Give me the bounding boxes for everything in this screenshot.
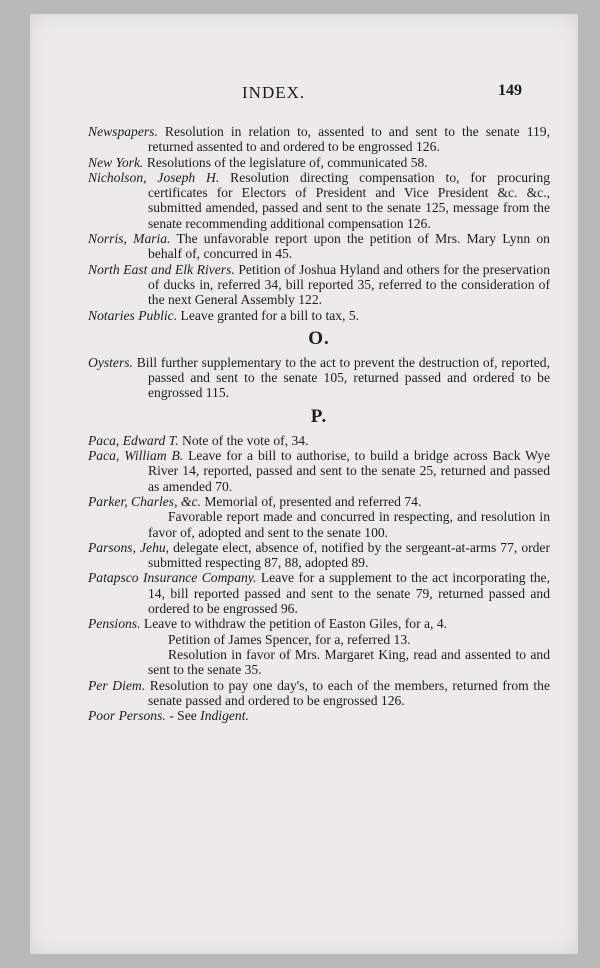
page-title: INDEX. — [242, 83, 306, 102]
section-letter-o: O. — [308, 327, 330, 349]
document-page — [30, 14, 578, 954]
page-number: 149 — [498, 82, 522, 99]
index-subentry: Resolution in favor of Mrs. Margaret King, read and assented to and sent to the senate 35. — [148, 646, 550, 678]
index-entry: Per Diem. Resolution to pay one day's, to each of the members, returned from the senate passed and ordered to be engrossed 126. — [88, 677, 550, 708]
index-entry: Pensions. Leave to withdraw the petition of Easton Giles, for a, 4. — [88, 616, 448, 632]
index-entry: Parsons, Jehu, delegate elect, absence of, notified by the sergeant-at-arms 77, order submitted respecting 87, 88, adopted 89. — [88, 539, 550, 571]
see-reference: Indigent. — [200, 708, 249, 724]
index-entry: North East and Elk Rivers. Petition of Joshua Hyland and others for the preservation of ducks in, referred 34, bill reported 35, referred to the consideration of the next General Assembly 122. — [88, 261, 550, 308]
index-entry: Poor Persons. - See Indigent. — [88, 708, 249, 724]
index-entry: Paca, William B. Leave for a bill to authorise, to build a bridge across Back Wye River 14, reported, passed and sent to the senate 25, returned and passed as amended 70. — [88, 448, 551, 494]
index-entry: Notaries Public. Leave granted for a bill to tax, 5. — [88, 307, 360, 323]
index-entry: Newspapers. Resolution in relation to, assented to and sent to the senate 119, returned assented to and ordered to be engrossed 126. — [88, 124, 550, 155]
index-subentry: Favorable report made and concurred in respecting, and resolution in favor of, adopted and sent to the senate 100. — [148, 509, 550, 540]
index-body — [88, 124, 550, 723]
index-entry: Norris, Maria. The unfavorable report upon the petition of Mrs. Mary Lynn on behalf of, concurred in 45. — [88, 231, 550, 262]
section-letter-p: P. — [310, 405, 328, 427]
index-entry: Parker, Charles, &c. Memorial of, presented and referred 74. — [88, 493, 422, 509]
index-entry: Patapsco Insurance Company. Leave for a supplement to the act incorporating the, 14, bill reported passed and sent to the senate 79, returned passed and ordered to be engrossed 96. — [88, 570, 550, 617]
index-entry: Nicholson, Joseph H. Resolution directing compensation to, for procuring certificates for Electors of President and Vice President &c. &c., submitted amended, passed and sent to the senate 125, message from the senate recommending additional compensation 126. — [88, 169, 551, 231]
index-entry: Oysters. Bill further supplementary to the act to prevent the destruction of, reported, passed and sent to the senate 105, returned passed and ordered to be engrossed 115. — [88, 354, 550, 401]
index-subentry: Petition of James Spencer, for a, referred 13. — [168, 631, 411, 647]
index-entry: New York. Resolutions of the legislature of, communicated 58. — [88, 154, 428, 170]
index-entry: Paca, Edward T. Note of the vote of, 34. — [88, 432, 309, 448]
